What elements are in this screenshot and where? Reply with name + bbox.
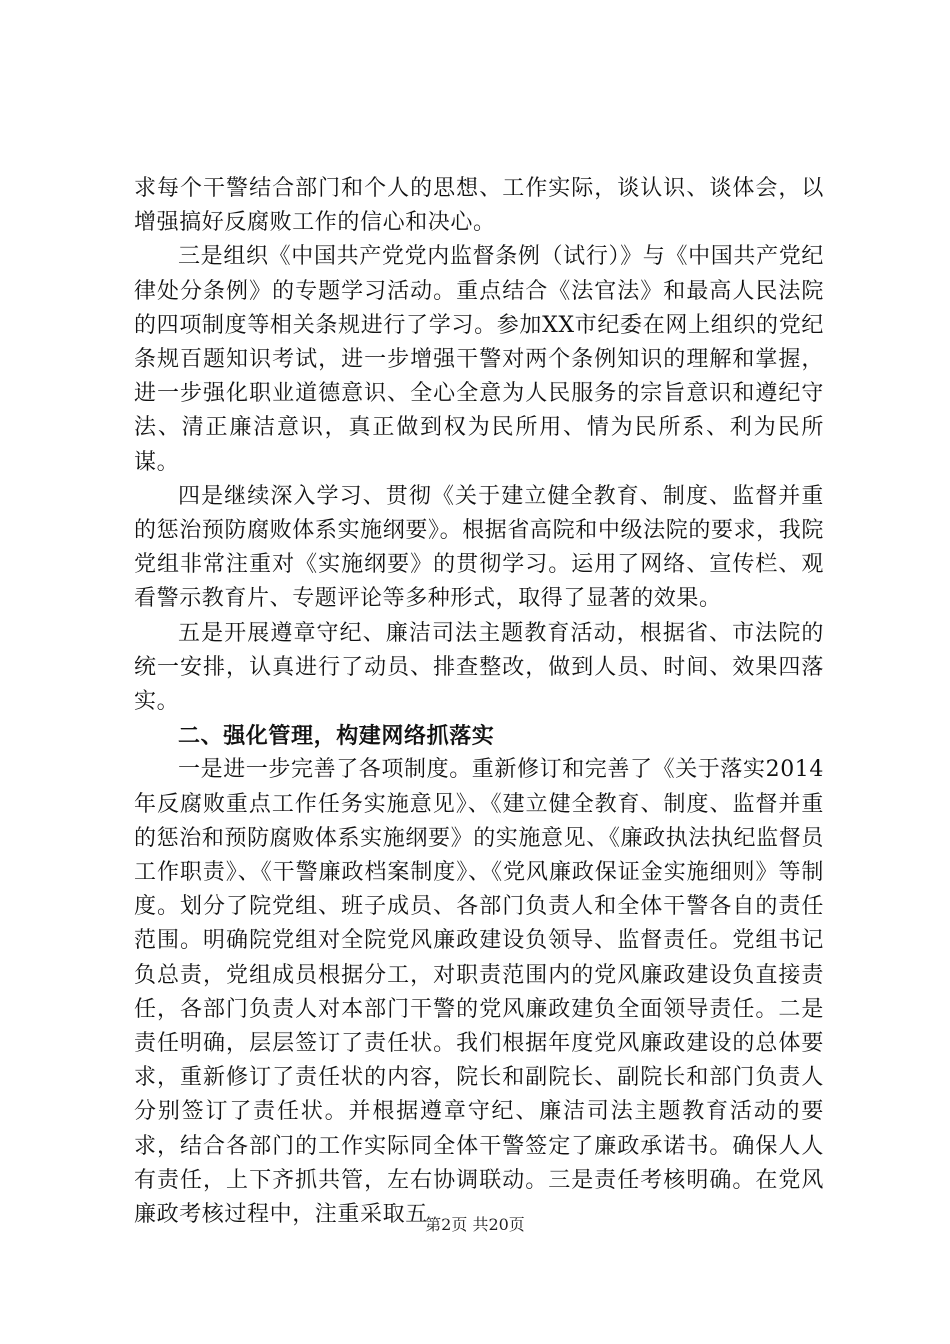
paragraph-continuation: 求每个干警结合部门和个人的思想、工作实际，谈认识、谈体会，以增强搞好反腐败工作的信心和决心。: [134, 176, 824, 236]
paragraph-item-five: 五是开展遵章守纪、廉洁司法主题教育活动，根据省、市法院的统一安排，认真进行了动员、排查整改，做到人员、时间、效果四落实。: [134, 620, 824, 715]
paragraph-item-three: 三是组织《中国共产党党内监督条例（试行）》与《中国共产党纪律处分条例》的专题学习活动。重点结合《法官法》和最高人民法院的四项制度等相关条规进行了学习。参加XX市纪委在网上组织的党纪条规百题知识考试，进一步增强干警对两个条例知识的理解和掌握，进一步强化职业道德意识、全心全意为人民服务的宗旨意识和遵纪守法、清正廉洁意识，真正做到权为民所用、情为民所系、利为民所谋。: [134, 244, 824, 475]
paragraph-item-four: 四是继续深入学习、贯彻《关于建立健全教育、制度、监督并重的惩治预防腐败体系实施纲要》。根据省高院和中级法院的要求，我院党组非常注重对《实施纲要》的贯彻学习。运用了网络、宣传栏、观看警示教育片、专题评论等多种形式，取得了显著的效果。: [134, 483, 824, 612]
page-number-footer: 第2页 共20页: [425, 1215, 525, 1234]
document-body: [134, 172, 824, 1232]
paragraph-section-two-body: 一是进一步完善了各项制度。重新修订和完善了《关于落实2014年反腐败重点工作任务实施意见》、《建立健全教育、制度、监督并重的惩治和预防腐败体系实施纲要》的实施意见、《廉政执法执纪监督员工作职责》、《干警廉政档案制度》、《党风廉政保证金实施细则》等制度。划分了院党组、班子成员、各部门负责人和全体干警各自的责任范围。明确院党组对全院党风廉政建设负领导、监督责任。党组书记负总责，党组成员根据分工，对职责范围内的党风廉政建设负直接责任，各部门负责人对本部门干警的党风廉政建负全面领导责任。二是责任明确，层层签订了责任状。我们根据年度党风廉政建设的总体要求，重新修订了责任状的内容，院长和副院长、副院长和部门负责人分别签订了责任状。并根据遵章守纪、廉洁司法主题教育活动的要求，结合各部门的工作实际同全体干警签定了廉政承诺书。确保人人有责任，上下齐抓共管，左右协调联动。三是责任考核明确。在党风廉政考核过程中，注重采取五: [134, 757, 824, 1228]
section-heading: 二、强化管理，构建网络抓落实: [178, 723, 495, 750]
